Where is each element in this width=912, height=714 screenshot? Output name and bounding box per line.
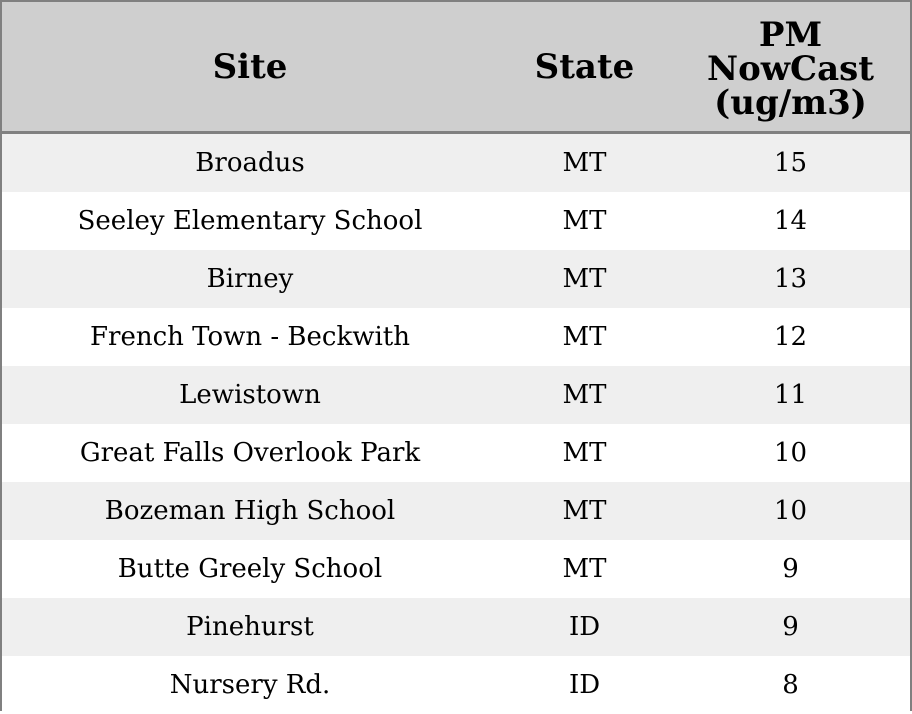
cell-pm-nowcast: 12 [671,308,910,366]
column-header-pm-line-3: (ug/m3) [714,83,867,123]
table-row [2,598,910,656]
table-row [2,133,910,193]
table-row [2,308,910,366]
table-row [2,482,910,540]
cell-state: ID [498,598,671,656]
cell-state: MT [498,133,671,193]
header-row [2,2,910,133]
cell-state: ID [498,656,671,714]
cell-site: Great Falls Overlook Park [2,424,498,482]
cell-site: Bozeman High School [2,482,498,540]
cell-state: MT [498,424,671,482]
table-row [2,250,910,308]
cell-state: MT [498,192,671,250]
cell-pm-nowcast: 10 [671,424,910,482]
cell-site: Broadus [2,133,498,193]
cell-state: MT [498,308,671,366]
table-body [2,133,910,714]
cell-pm-nowcast: 11 [671,366,910,424]
table-row [2,656,910,714]
cell-state: MT [498,482,671,540]
cell-pm-nowcast: 14 [671,192,910,250]
column-header-site [2,2,498,133]
cell-site: Seeley Elementary School [2,192,498,250]
table-row [2,540,910,598]
cell-pm-nowcast: 9 [671,598,910,656]
cell-state: MT [498,250,671,308]
cell-site: Birney [2,250,498,308]
cell-site: Pinehurst [2,598,498,656]
column-header-site-text: Site [213,47,288,87]
column-header-pm-line-2: NowCast [707,49,874,89]
cell-pm-nowcast: 13 [671,250,910,308]
cell-state: MT [498,366,671,424]
cell-state: MT [498,540,671,598]
table-header [2,2,910,133]
column-header-state [498,2,671,133]
cell-pm-nowcast: 8 [671,656,910,714]
cell-site: Lewistown [2,366,498,424]
column-header-pm-line-1: PM [759,15,822,55]
cell-site: Nursery Rd. [2,656,498,714]
column-header-pm-nowcast [671,2,910,133]
cell-site: French Town - Beckwith [2,308,498,366]
table-row [2,192,910,250]
cell-site: Butte Greely School [2,540,498,598]
cell-pm-nowcast: 15 [671,133,910,193]
table-row [2,424,910,482]
pm-nowcast-table [2,2,910,714]
column-header-state-text: State [535,47,635,87]
table-row [2,366,910,424]
cell-pm-nowcast: 10 [671,482,910,540]
cell-pm-nowcast: 9 [671,540,910,598]
